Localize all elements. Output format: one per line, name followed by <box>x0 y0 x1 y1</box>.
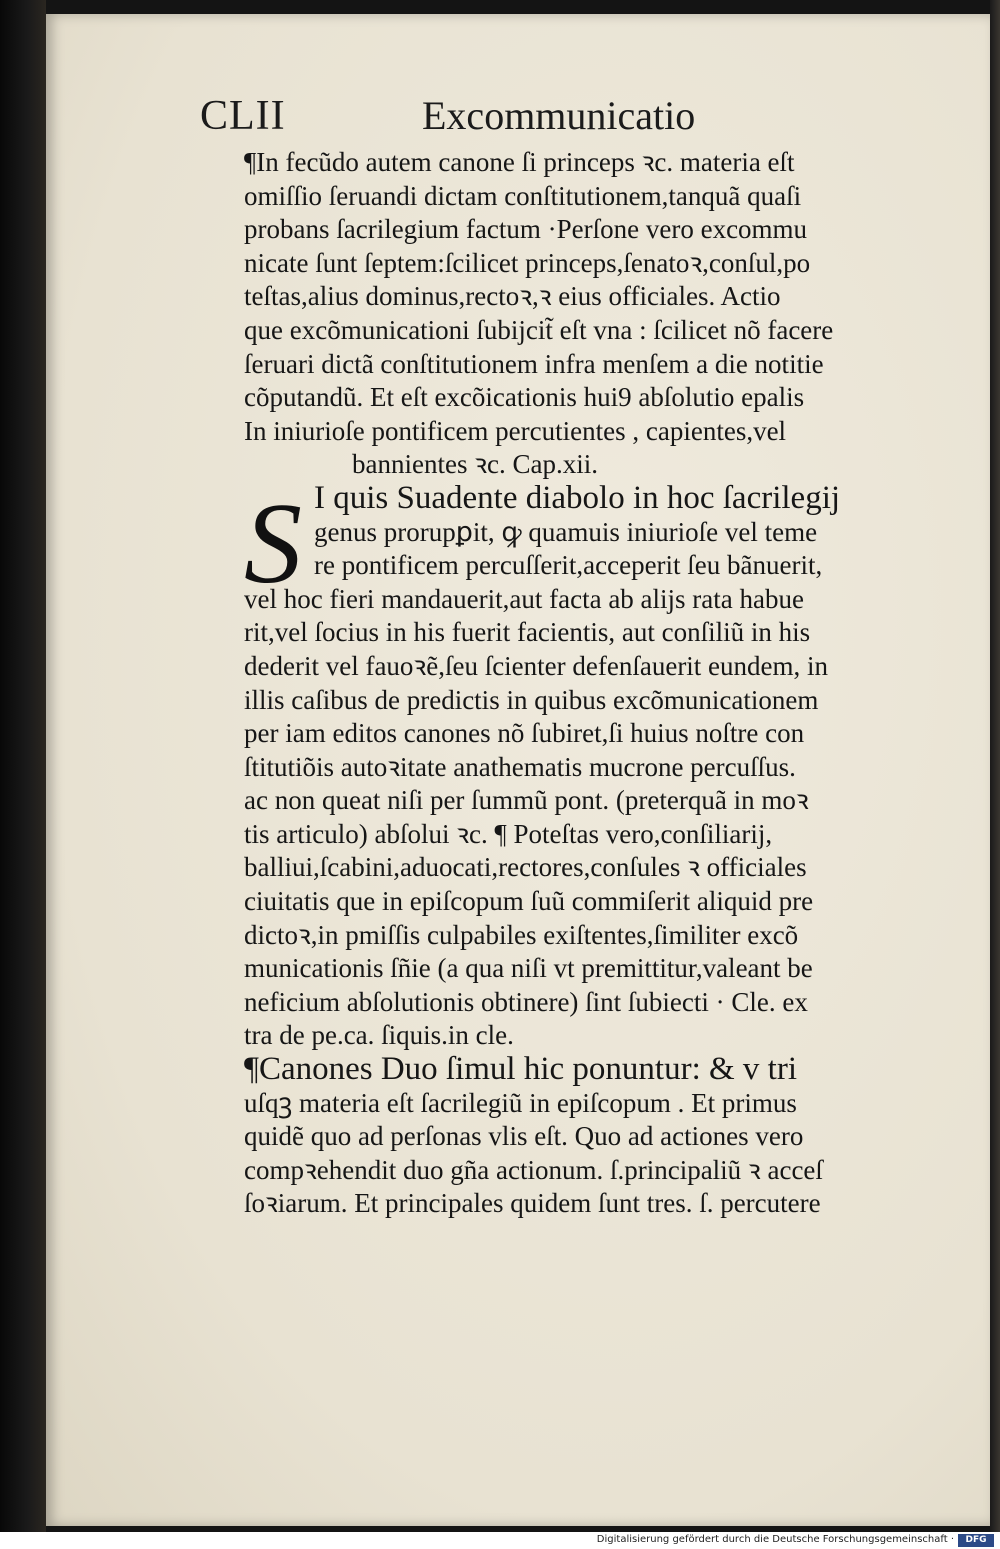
text-line: municationis ſñie (a qua niſi vt premittitur,valeant be <box>244 953 813 984</box>
text-line: ac non queat niſi per ſummũ pont. (preterquã in moꝛ <box>244 785 809 816</box>
body-text <box>244 146 956 1221</box>
running-title: Excommunicatio <box>422 93 696 138</box>
text-line: neficium abſolutionis obtinere) ſint ſubiecti · Cle. ex <box>244 986 808 1017</box>
drop-cap: S <box>244 480 302 608</box>
text-line: re pontificem percuſſerit,acceperit ſeu bãnuerit, <box>314 550 823 581</box>
text-line: ſoꝛiarum. Et principales quidem ſunt tres. ſ. percutere <box>244 1188 821 1219</box>
digitization-footer <box>0 1532 1000 1549</box>
text-line: vel hoc fieri mandauerit,aut facta ab alijs rata habue <box>244 583 804 614</box>
text-line: omiſſio ſeruandi dictam conſtitutionem,tanquã quaſi <box>244 180 802 211</box>
page-edge <box>990 0 1000 1532</box>
text-line: dederit vel fauoꝛẽ,ſeu ſcienter defenſauerit eundem, in <box>244 650 829 681</box>
text-line: balliui,ſcabini,aduocati,rectores,conſules ꝛ officiales <box>244 852 807 883</box>
chapter-heading: In iniurioſe pontificem percutientes , capientes,vel <box>244 415 787 446</box>
text-line: illis caſibus de predictis in quibus excõmunicationem <box>244 684 819 715</box>
text-line: dictoꝛ,in pmiſſis culpabiles exiſtentes,ſimiliter excõ <box>244 919 799 950</box>
text-line: quidẽ quo ad perſonas vlis eſt. Quo ad actiones vero <box>244 1121 804 1152</box>
funding-credit: Digitalisierung gefördert durch die Deutsche Forschungsgemeinschaft · <box>596 1534 954 1545</box>
text-line: que excõmunicationi ſubijcit̃ eſt vna : ſcilicet nõ facere <box>244 314 834 345</box>
chapter-heading: bannientes ꝛc. Cap.xii. <box>352 449 598 480</box>
text-line: rit,vel ſocius in his fuerit facientis, aut conſiliũ in his <box>244 617 811 648</box>
text-line: uſqꝫ materia eſt ſacrilegiũ in epiſcopum . Et primus <box>244 1087 797 1118</box>
text-line: ſtitutiõis autoꝛitate anathematis mucrone percuſſus. <box>244 751 796 782</box>
text-line: tis articulo) abſolui ꝛc. ¶ Poteſtas vero,conſiliarij, <box>244 818 773 849</box>
text-line: I quis Suadente diabolo in hoc ſacrilegij <box>314 481 841 516</box>
running-head <box>200 92 800 142</box>
text-line: genus prorupꝑit, ꝙ quamuis iniurioſe vel teme <box>314 516 818 547</box>
text-line: teſtas,alius dominus,rectoꝛ,ꝛ eius officiales. Actio <box>244 281 781 312</box>
dfg-logo: DFG <box>958 1534 994 1547</box>
text-line: nicate ſunt ſeptem:ſcilicet princeps,ſenatoꝛ,conſul,po <box>244 247 811 278</box>
text-line: ¶In fecũdo autem canone ſi princeps ꝛc. materia eſt <box>244 147 795 177</box>
book-spine <box>0 0 46 1532</box>
text-line: cõputandũ. Et eſt excõicationis hui9 abſolutio epalis <box>244 382 805 413</box>
text-line: ſeruari dictã conſtitutionem infra menſem a die notitie <box>244 348 824 379</box>
text-line: ¶Canones Duo ſimul hic ponuntur: & v tri <box>244 1053 797 1087</box>
folio-number: CLII <box>200 93 286 139</box>
text-line: compꝛehendit duo gña actionum. ſ.principaliũ ꝛ acceſ <box>244 1154 823 1185</box>
text-line: probans ſacrilegium factum ·Perſone vero excommu <box>244 214 808 245</box>
text-line: tra de pe.ca. ſiquis.in cle. <box>244 1020 514 1051</box>
text-line: per iam editos canones nõ ſubiret,ſi huius noſtre con <box>244 718 805 749</box>
text-line: ciuitatis que in epiſcopum ſuũ commiſerit aliquid pre <box>244 886 814 917</box>
